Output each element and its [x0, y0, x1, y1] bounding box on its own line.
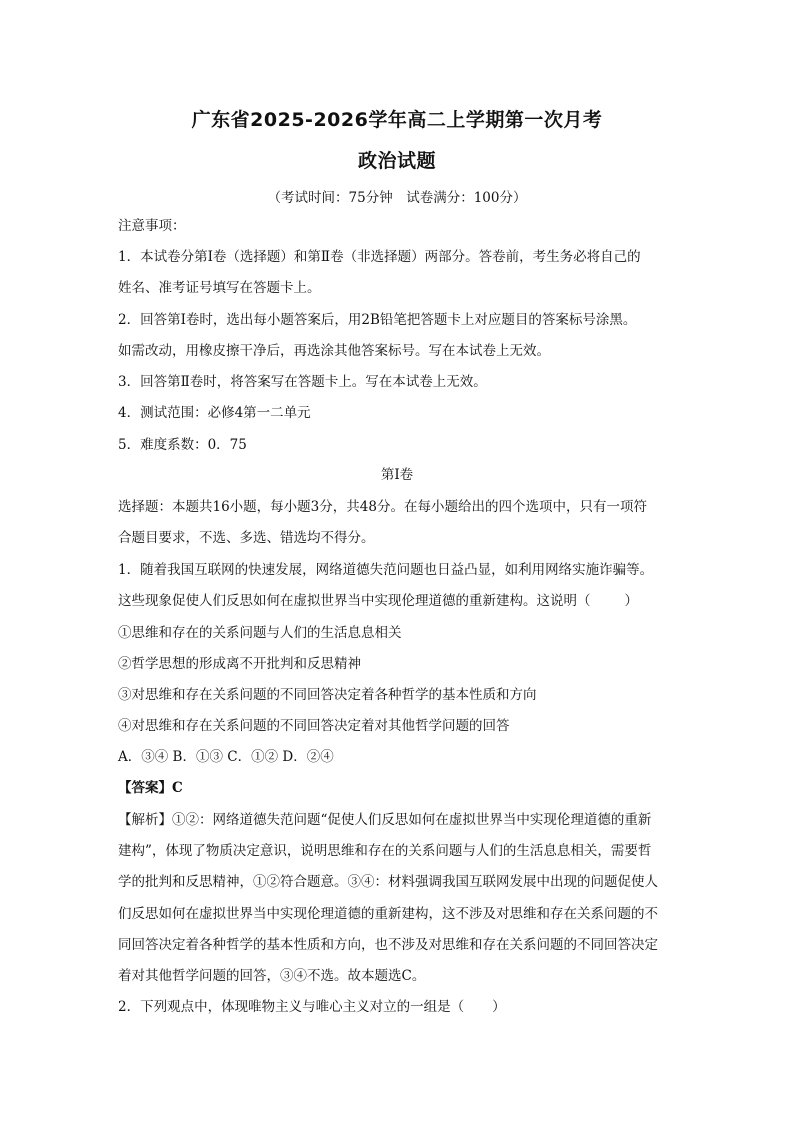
- q2-stem-close: ）: [492, 999, 506, 1015]
- section-heading: 第Ⅰ卷: [380, 467, 414, 483]
- q1-stem-line-2: [118, 592, 683, 610]
- subject-title: 政治试题: [357, 150, 436, 172]
- notice-item-1-line-2: 姓名、准考证号填写在答题卡上。: [118, 280, 321, 296]
- q1-stem-text: 这些现象促使人们反思如何在虚拟世界当中实现伦理道德的重新建构。这说明（: [118, 593, 591, 609]
- q2-stem-text: 2．下列观点中，体现唯物主义与唯心主义对立的一组是（: [118, 999, 465, 1015]
- section-intro-line-1: 选择题：本题共16小题，每小题3分，共48分。在每小题给出的四个选项中，只有一项符: [118, 499, 647, 515]
- section-intro-line-2: 合题目要求，不选、多选、错选均不得分。: [118, 530, 375, 546]
- q1-analysis-line-5: 同回答决定着各种哲学的基本性质和方向，也不涉及对思维和存在关系问题的不同回答决定: [118, 937, 658, 953]
- q1-analysis-line-6: 着对其他哲学问题的回答，③④不选。故本题选C。: [118, 968, 426, 984]
- q2-stem: [118, 998, 683, 1016]
- exam-title: 广东省2025-2026学年高二上学期第一次月考: [191, 109, 603, 131]
- q1-stem-line-1: 1．随着我国互联网的快速发展，网络道德失范问题也日益凸显，如利用网络实施诈骗等。: [118, 562, 654, 578]
- q1-option-1: ①思维和存在的关系问题与人们的生活息息相关: [118, 625, 402, 641]
- q1-analysis-line-1: 【解析】①②：网络道德失范问题“促使人们反思如何在虚拟世界当中实现伦理道德的重新: [118, 812, 652, 828]
- notice-item-1-line-1: 1．本试卷分第Ⅰ卷（选择题）和第Ⅱ卷（非选择题）两部分。答卷前，考生务必将自己的: [118, 249, 641, 265]
- notice-item-3: 3．回答第Ⅱ卷时，将答案写在答题卡上。写在本试卷上无效。: [118, 374, 487, 390]
- q1-option-4: ④对思维和存在关系问题的不同回答决定着对其他哲学问题的回答: [118, 718, 510, 734]
- notice-item-2-line-2: 如需改动，用橡皮擦干净后，再选涂其他答案标号。写在本试卷上无效。: [118, 343, 550, 359]
- notice-item-2-line-1: 2．回答第Ⅰ卷时，选出每小题答案后，用2B铅笔把答题卡上对应题目的答案标号涂黑。: [118, 312, 637, 328]
- q1-choices: A．③④ B．①③ C．①② D．②④: [118, 749, 334, 765]
- q1-answer: 【答案】C: [118, 780, 183, 796]
- exam-info: （考试时间：75分钟 试卷满分：100分）: [267, 190, 527, 206]
- notice-item-4: 4．测试范围：必修4第一二单元: [118, 405, 311, 421]
- q1-analysis-line-3: 学的批判和反思精神，①②符合题意。③④：材料强调我国互联网发展中出现的问题促使人: [118, 874, 658, 890]
- notice-item-5: 5．难度系数：0．75: [118, 437, 247, 453]
- q1-stem-close: ）: [624, 593, 638, 609]
- q1-option-2: ②哲学思想的形成离不开批判和反思精神: [118, 656, 361, 672]
- notice-heading: 注意事项：: [118, 218, 186, 234]
- q1-analysis-line-4: 们反思如何在虚拟世界当中实现伦理道德的重新建构，这不涉及对思维和存在关系问题的不: [118, 906, 658, 922]
- q1-option-3: ③对思维和存在关系问题的不同回答决定着各种哲学的基本性质和方向: [118, 687, 537, 703]
- q1-analysis-line-2: 建构”，体现了物质决定意识，说明思维和存在的关系问题与人们的生活息息相关，需要哲: [118, 843, 652, 859]
